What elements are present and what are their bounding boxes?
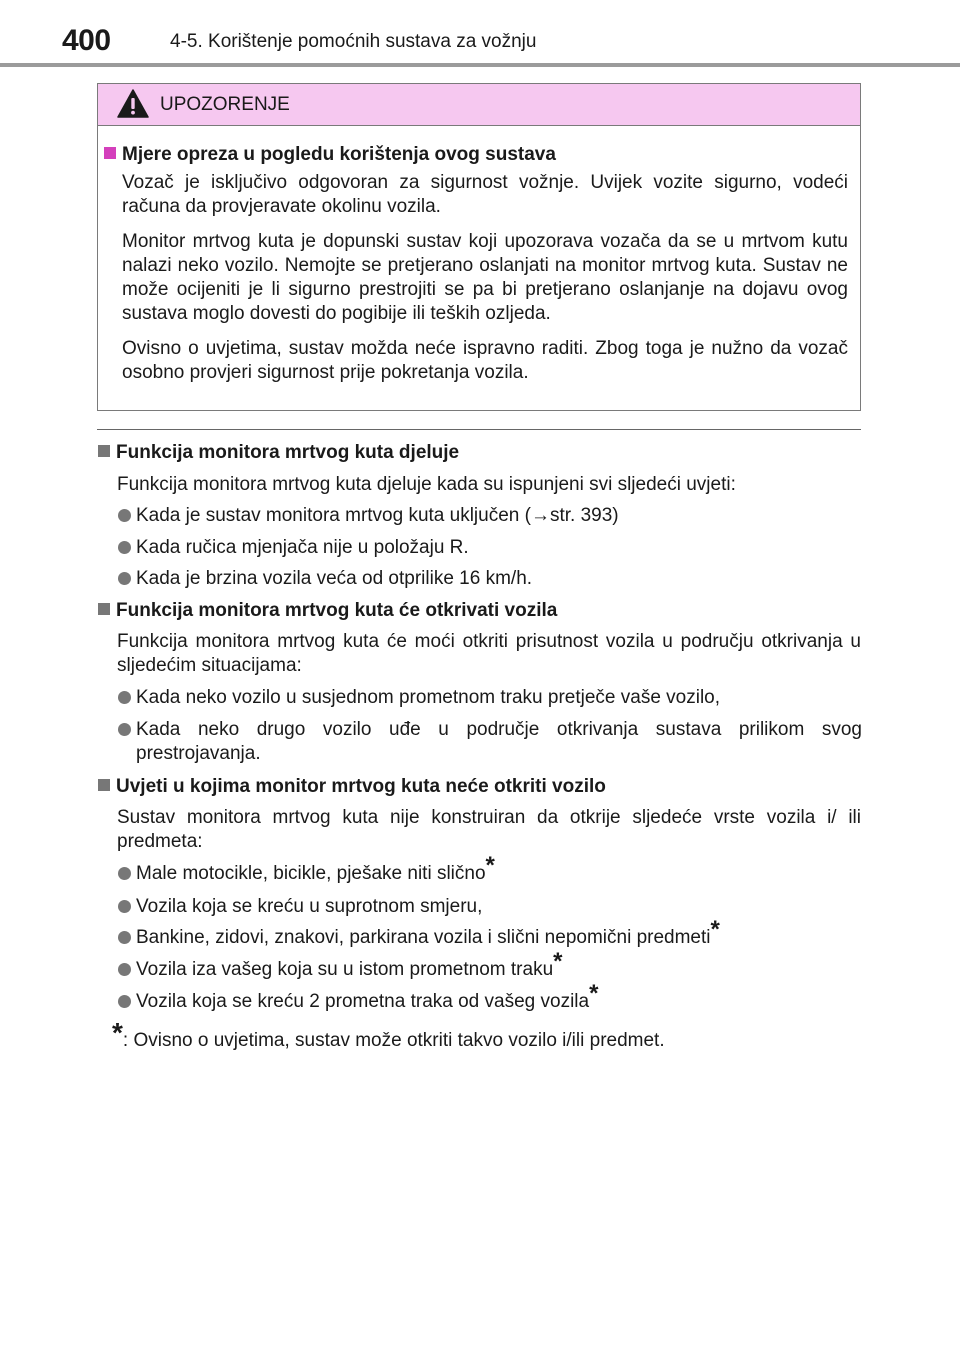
chapter-title: 4-5. Korištenje pomoćnih sustava za vožnju xyxy=(170,31,537,52)
section-intro: Funkcija monitora mrtvog kuta djeluje kada su ispunjeni svi sljedeći uvjeti: xyxy=(117,474,736,495)
warning-triangle-icon xyxy=(117,89,149,118)
warning-header xyxy=(98,84,860,126)
header-divider xyxy=(0,63,960,67)
footnote xyxy=(112,1018,665,1056)
footnote-marker: * xyxy=(710,916,720,943)
section-intro: Sustav monitora mrtvog kuta nije konstruiran da otkrije sljedeće vrste vozila i/ ili predmeta: xyxy=(117,807,861,852)
square-bullet-icon xyxy=(98,603,110,615)
page-number: 400 xyxy=(62,24,111,57)
bullet-dot-icon xyxy=(118,541,131,554)
square-bullet-icon xyxy=(104,147,116,159)
bullet-dot-icon xyxy=(118,509,131,522)
warning-box xyxy=(97,83,861,411)
bullet-dot-icon xyxy=(118,572,131,585)
page-header xyxy=(0,0,960,70)
bullet-dot-icon xyxy=(118,995,131,1008)
section-heading: Uvjeti u kojima monitor mrtvog kuta neće otkriti vozilo xyxy=(98,775,606,799)
section-intro: Funkcija monitora mrtvog kuta će moći otkriti prisutnost vozila u području otkrivanja u sljedećim situacijama: xyxy=(117,631,861,676)
square-bullet-icon xyxy=(98,779,110,791)
section-heading: Funkcija monitora mrtvog kuta će otkrivati vozila xyxy=(98,599,557,623)
warning-paragraph: Monitor mrtvog kuta je dopunski sustav koji upozorava vozača da se u mrtvom kutu nalazi neko vozilo. Nemojte se pretjerano oslanjati na monitor mrtvog kuta. Sustav ne može ocijeniti je li sigurno prestrojiti se pa bi pretjerano oslanjanje na dojavu ovog sustava moglo dovesti do pogibije ili teških ozljeda. xyxy=(122,231,848,324)
footnote-text: : Ovisno o uvjetima, sustav može otkriti takvo vozilo i/ili predmet. xyxy=(122,1030,665,1051)
warning-label: UPOZORENJE xyxy=(160,94,290,115)
section-divider xyxy=(97,429,861,430)
footnote-marker: * xyxy=(553,948,563,975)
bullet-dot-icon xyxy=(118,900,131,913)
warning-paragraph: Ovisno o uvjetima, sustav možda neće ispravno raditi. Zbog toga je nužno da vozač osobno provjeri sigurnost prije pokretanja vozila. xyxy=(122,338,848,383)
bullet-dot-icon xyxy=(118,723,131,736)
bullet-dot-icon xyxy=(118,963,131,976)
bullet-dot-icon xyxy=(118,931,131,944)
bullet-dot-icon xyxy=(118,691,131,704)
warning-paragraph: Vozač je isključivo odgovoran za sigurnost vožnje. Uvijek vozite sigurno, vodeći računa da provjeravate okolinu vozila. xyxy=(122,172,848,217)
footnote-marker: * xyxy=(485,852,495,879)
bullet-dot-icon xyxy=(118,867,131,880)
warning-heading: Mjere opreza u pogledu korištenja ovog sustava xyxy=(104,143,556,167)
square-bullet-icon xyxy=(98,445,110,457)
footnote-marker: * xyxy=(112,1017,123,1048)
section-heading: Funkcija monitora mrtvog kuta djeluje xyxy=(98,441,459,465)
footnote-marker: * xyxy=(589,980,599,1007)
